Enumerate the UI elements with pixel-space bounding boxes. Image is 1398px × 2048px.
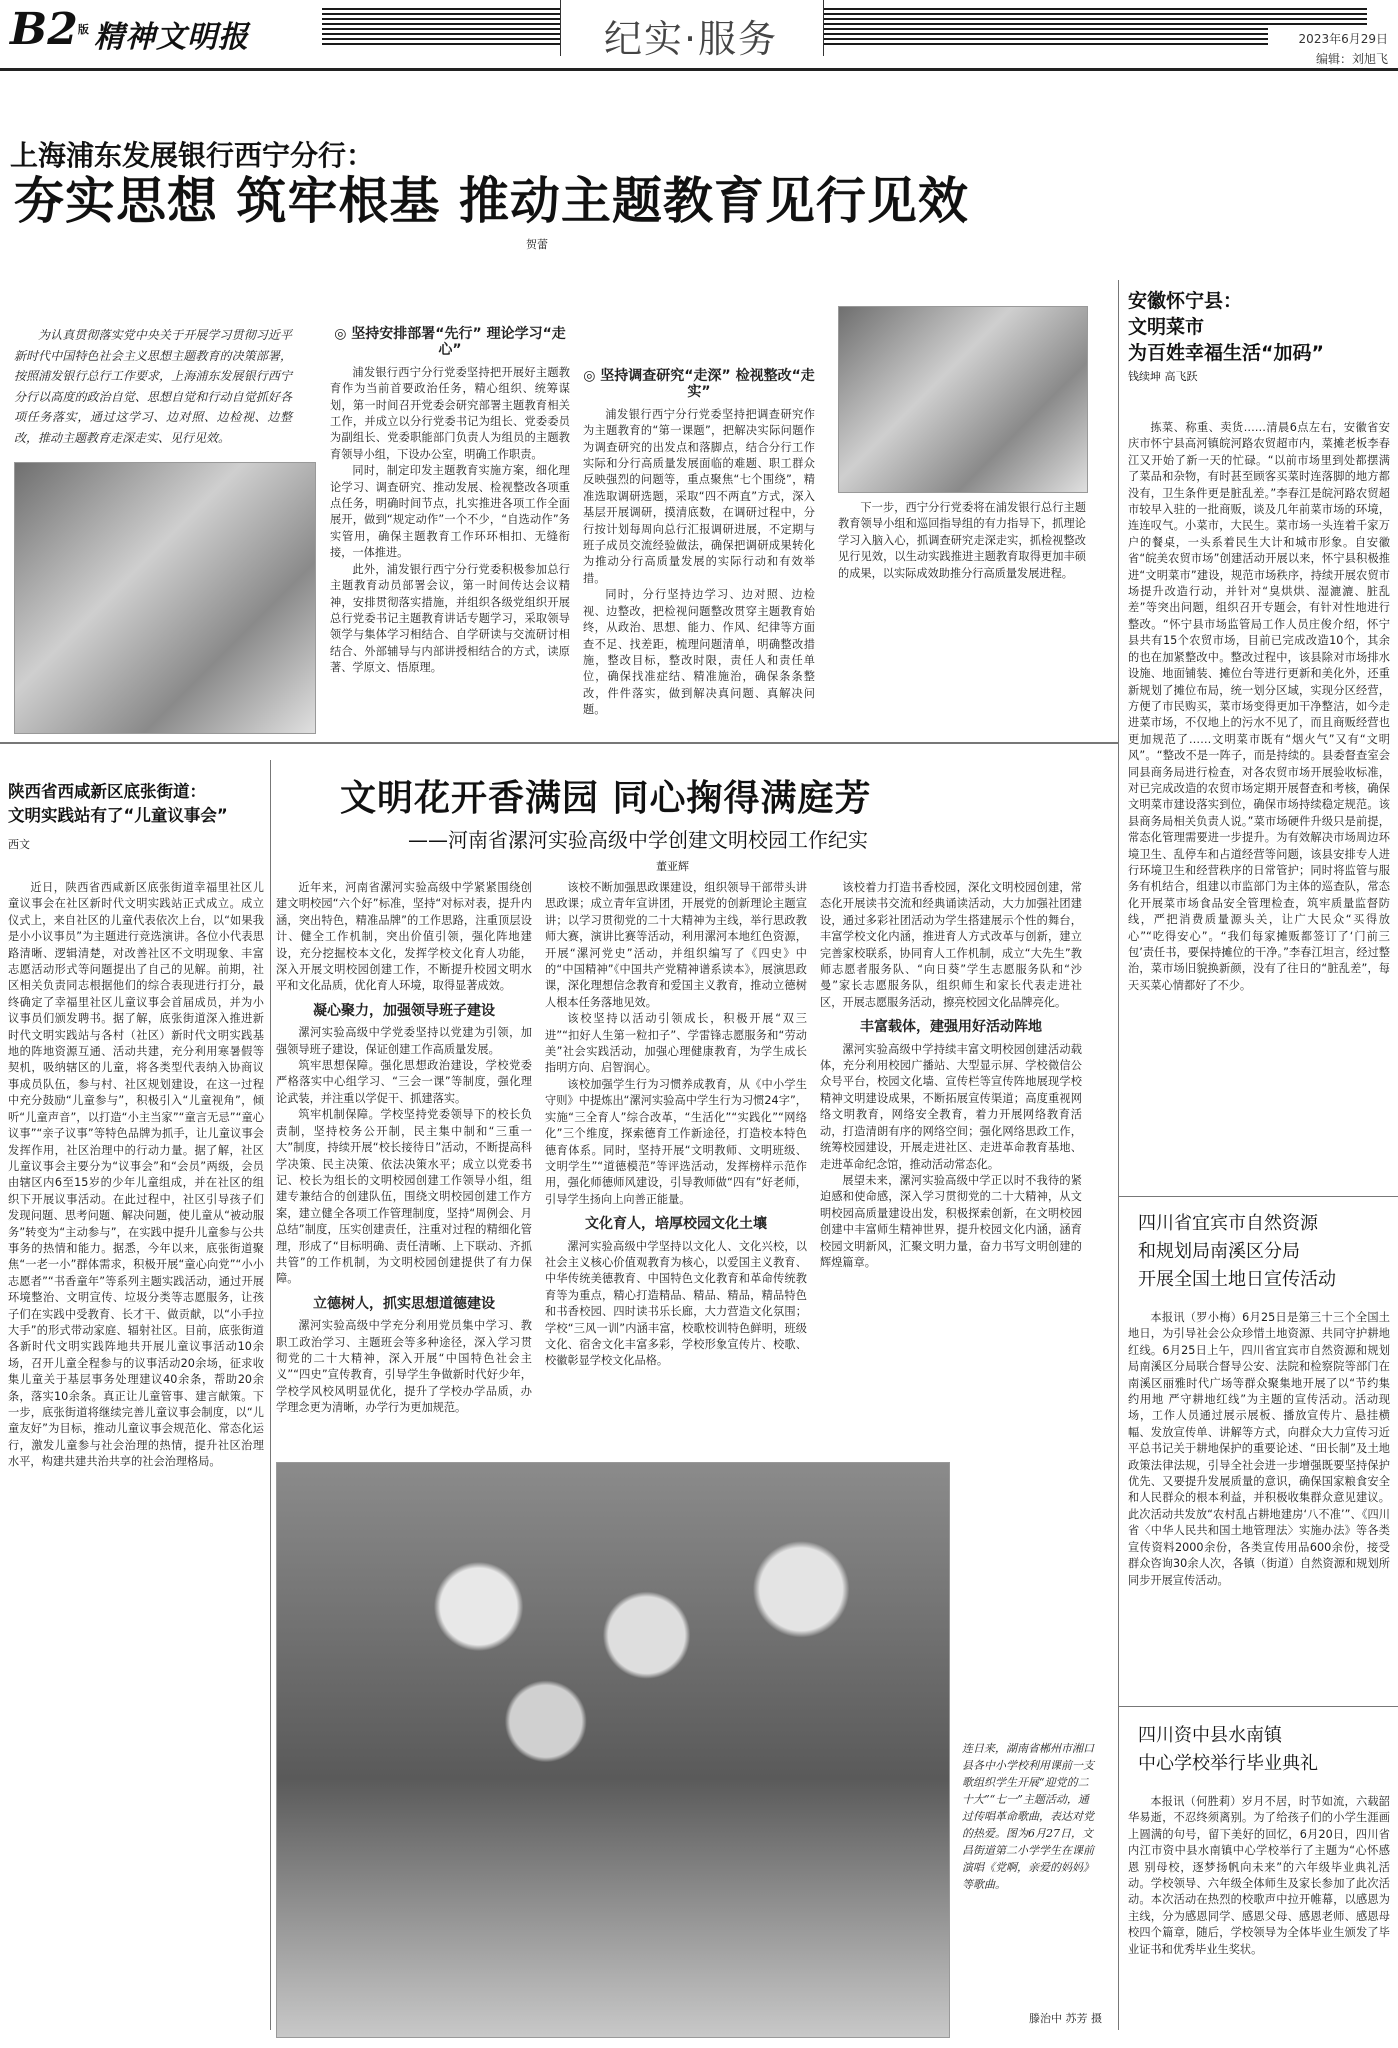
right2-text: 本报讯（罗小梅）6月25日是第三十三个全国土地日，为引导社会公众珍惜土地资源、共同守护耕地红线。6月25日上午，四川省宜宾市自然资源和规划局南溪区分局联合督导公安、法院和检察院等部门在南溪区丽雅时代广场等群众聚集地开展了以“节约集约用地 严守耕地红线”为主题的宣传活动。活动现场，工作人员通过展示展板、播放宣传片、悬挂横幅、发放宣传单、讲解等方式，向群众大力宣传习近平总书记关于耕地保护的重要论述、“田长制”及土地政策法律法规，引导全社会进一步增强既要坚持保护优先、又要提升发展质量的意识，确保国家粮食安全和人民群众的根本利益，并积极收集群众意见建议。此次活动共发放“农村乱占耕地建房‘八不准’”、《四川省〈中华人民共和国土地管理法〉实施办法》等各类宣传资料2000余份，各类宣传用品600余份，接受群众咨询30余人次，各镇（街道）自然资源和规划所同步开展宣传活动。 — [1128, 1311, 1390, 1587]
top-photo-outreach — [838, 306, 1088, 493]
right1-title-line1: 安徽怀宁县： — [1128, 290, 1243, 312]
center-col-3 — [820, 880, 1082, 1440]
left-title-line2: 文明实践站有了“儿童议事会” — [8, 806, 228, 825]
center-headline: 文明花开香满园 同心掬得满庭芳 — [340, 778, 872, 819]
top-bottom-rule — [0, 742, 1118, 744]
top-lead: 为认真贯彻落实党中央关于开展学习贯彻习近平新时代中国特色社会主义思想主题教育的决策部署，按照浦发银行总行工作要求，上海浦东发展银行西宁分行以高度的政治自觉、思想自觉和行动自觉抓好各项任务落实，通过这学习、边对照、边检视、边整改，推动主题教育走深走实、见行见效。 — [14, 328, 292, 445]
right3-body — [1128, 1794, 1390, 2040]
masthead: 精神文明报 — [94, 20, 249, 55]
center-p11: 漯河实验高级中学持续丰富文明校园创建活动载体，充分利用校园广播站、大型显示屏、学校微信公众号平台，校园文化墙、宣传栏等宣传阵地展现学校精神文明建设成果，不断拓展宣传渠道；高度重视网络文明教育，网络安全教育，着力开展网络教育活动，打造清朗有序的网络空间；强化网络思政工作，统筹校园建设，开展走进社区、走进革命教育基地、走进革命纪念馆，推动活动常态化。 — [820, 1042, 1082, 1171]
right1-title-line3: 为百姓幸福生活“加码” — [1128, 342, 1324, 364]
center-byline: 董亚辉 — [656, 860, 689, 873]
page-suffix: 版 — [77, 23, 89, 36]
right3-title — [1138, 1722, 1394, 1778]
top-subhead-2: ◎ 坚持调查研究“走深” 检视整改“走实” — [583, 368, 815, 401]
top-p4: 浦发银行西宁分行党委坚持把调查研究作为主题教育的“第一课题”，把解决实际问题作为调查研究的出发点和落脚点，结合分行工作实际和分行高质量发展面临的难题、职工群众反映强烈的问题等，重点聚焦“七个围绕”，精准选取调研选题，采取“四不两直”方式，深入基层开展调研，摸清底数，在调研过程中，分行按计划每周向总行汇报调研进展，不定期与班子成员交流经验做法，确保把调研成果转化为推动分行高质量发展的实际行动和有效举措。 — [583, 407, 815, 585]
page-number — [10, 6, 89, 54]
center-p7: 该校坚持以活动引领成长，积极开展“双三进”“扣好人生第一粒扣子”、学雷锋志愿服务和“劳动美”社会实践活动，加强心理健康教育，为学生成长指明方向、启智润心。 — [545, 1012, 807, 1075]
editor: 编辑：刘旭飞 — [1315, 52, 1388, 66]
top-p1: 浦发银行西宁分行党委坚持把开展好主题教育作为当前首要政治任务，精心组织、统筹谋划，第一时间召开党委会研究部署主题教育相关工作，并成立以分行党委书记为组长、党委委员为副组长、党委职能部门负责人为组员的主题教育领导小组，下设办公室，明确工作职责。 — [330, 365, 570, 461]
top-p3: 此外，浦发银行西宁分行党委积极参加总行主题教育动员部署会议，第一时间传达会议精神，安排贯彻落实措施，并组织各级党组织开展总行党委书记主题教育讲话专题学习，采取领导领学与集体学习相结合、自学研读与交流研讨相结合、外部辅导与内部讲授相结合的方式，读原著、学原文、悟原理。 — [330, 562, 570, 675]
right2-title-line1: 四川省宜宾市自然资源 — [1138, 1213, 1318, 1234]
photo-credit: 滕治中 苏芳 摄 — [1029, 2012, 1102, 2025]
header-rule — [0, 68, 1398, 71]
right2-rule — [1118, 1706, 1398, 1707]
students-sunflower-photo — [276, 1462, 950, 2038]
right1-title — [1128, 288, 1388, 366]
center-subhead-4: 丰富载体，建强用好活动阵地 — [860, 1019, 1042, 1036]
right-column-rule — [1118, 280, 1119, 2030]
right2-title — [1138, 1210, 1394, 1294]
top-p6: 下一步，西宁分行党委将在浦发银行总行主题教育领导小组和巡回指导组的有力指导下，抓理论学习入脑入心，抓调查研究走深走实，抓检视整改见行见效，以生动实践推进主题教育取得更加丰硕的成果，以实际成效助推分行高质量发展进程。 — [838, 501, 1086, 580]
top-byline: 贺蕾 — [526, 238, 548, 251]
center-p3: 筑牢思想保障。强化思想政治建设，学校党委严格落实中心组学习、“三会一课”等制度，强化理论武装，并注重以学促干、抓建落实。 — [276, 1059, 532, 1105]
center-subhead-3: 文化育人，培厚校园文化土壤 — [585, 1216, 767, 1233]
center-col-2 — [545, 880, 807, 1440]
left-text: 近日，陕西省西咸新区底张街道幸福里社区儿童议事会在社区新时代文明实践站正式成立。成立仪式上，来自社区的儿童代表依次上台，以“如果我是小小议事员”为主题进行竞选演讲。各位小代表思路清晰、逻辑清楚，对改善社区不文明现象、丰富志愿活动形式等问题提出了自己的见解。前期，社区相关负责同志根据他们的综合表现进行打分，最终确定了幸福里社区儿童议事会首届成员，并为小议事员们颁发聘书。据了解，底张街道深入推进新时代文明实践站与各村（社区）新时代文明实践基地的阵地资源互通、活动共建，充分利用寒暑假等契机，吸纳辖区的儿童，将各类型代表纳入协商议事成员队伍，参与村、社区规划建设，在这一过程中充分鼓励“儿童参与”，积极引入“儿童视角”，倾听“儿童声音”，以打造“小主当家”“童言无忌”“童心议事”“亲子议事”等特色品牌为抓手，让儿童议事会发挥作用，社区治理中的行动力量。据了解，社区儿童议事会主要分为“议事会”和“会员”两级，会员由辖区内6至15岁的少年儿童组成，并在社区的组织下开展议事活动。在此过程中，社区引导孩子们发现问题、思考问题、解决问题，使儿童从“被动服务”转变为“主动参与”，在实践中提升儿童参与公共事务的热情和能力。据悉，今年以来，底张街道聚焦“一老一小”群体需求，积极开展“童心向党”“小小志愿者”“书香童年”等系列主题实践活动，通过开展环境整治、文明宣传、垃圾分类等志愿服务，让孩子们在实践中受教育、长才干、做贡献，以“小手拉大手”的形式带动家庭、辐射社区。目前，底张街道各新时代文明实践阵地共开展儿童议事活动10余场，召开儿童全程参与的议事活动20余场，征求收集儿童关于基层事务处理建议40余条，帮助20余条，落实10余条。真正让儿童管事、建言献策。下一步，底张街道将继续完善儿童议事会制度，以“儿童友好”为目标，推动儿童议事会规范化、常态化运行，激发儿童参与社会治理的热情，提升社区治理水平，构建共建共治共享的社会治理格局。 — [8, 881, 264, 1469]
right1-title-line2: 文明菜市 — [1128, 316, 1205, 338]
section-title: 纪实·服务 — [603, 17, 779, 61]
top-p2: 同时，制定印发主题教育实施方案，细化理论学习、调查研究、推动发展、检视整改各项重点任务，明确时间节点，扎实推进各项工作全面展开，做到“规定动作”一个不少，“自选动作”务实管用，确保主题教育工作环环相扣、无缝衔接，一体推进。 — [330, 464, 570, 560]
section-band — [322, 8, 1367, 48]
left-column-rule — [270, 760, 271, 2030]
left-title — [8, 780, 258, 828]
center-col-1 — [276, 880, 532, 1440]
top-col-1 — [330, 318, 570, 702]
top-headline: 夯实思想 筑牢根基 推动主题教育见行见效 — [14, 172, 969, 230]
right1-rule — [1118, 1196, 1398, 1197]
center-p1: 近年来，河南省漯河实验高级中学紧紧围绕创建文明校园“六个好”标准，坚持“对标对表，提升内涵，突出特色，精准品牌”的工作思路，注重顶层设计、健全工作机制，突出价值引领，强化阵地建设，充分挖掘校本文化，发挥学校文化育人功能，深入开展文明校园创建工作，不断提升校园文明水平和文化品质，优化育人环境，取得显著成效。 — [276, 881, 532, 993]
right2-body — [1128, 1310, 1390, 1700]
top-col-3 — [838, 500, 1086, 700]
top-subhead-1: ◎ 坚持安排部署“先行” 理论学习“走心” — [334, 326, 566, 359]
center-p9: 漯河实验高级中学坚持以文化人、文化兴校，以社会主义核心价值观教育为核心，以爱国主义教育、中华传统美德教育、中国特色文化教育和革命传统教育等为重点，精心打造精品、精品、精品，精品特色和书香校园、四时读书乐长廊，大力营造文化氛围；学校“三风一训”内涵丰富，校歌校训特色鲜明，班级文化、宿舍文化丰富多彩，学校形象宣传片、校歌、校徽彰显学校文化品格。 — [545, 1239, 807, 1368]
photo-caption: 连日来，湖南省郴州市湘口县各中小学校利用课前一支歌组织学生开展“迎党的二十大”“七一”主题活动，通过传唱革命歌曲，表达对党的热爱。图为6月27日，文昌街道第二小学学生在课前演唱《党啊，亲爱的妈妈》等歌曲。 — [962, 1742, 1094, 1891]
right2-title-line2: 和规划局南溪区分局 — [1138, 1241, 1300, 1262]
left-byline: 西文 — [8, 838, 30, 851]
top-col-2 — [583, 318, 815, 717]
right1-text: 拣菜、称重、卖货……清晨6点左右，安徽省安庆市怀宁县高河镇皖河路农贸超市内，菜摊老板李春江又开始了新一天的忙碌。“以前市场里到处都摆满了菜品和杂物，有时甚至顾客买菜时连落脚的地方都没有，卫生条件更是脏乱差。”李春江是皖河路农贸超市较早入驻的一批商贩，谈及几年前菜市场的环境，连连叹气。小菜市，大民生。菜市场一头连着千家万户的餐桌，一头系着民生大计和城市形象。自安徽省“皖美农贸市场”创建活动开展以来，怀宁县积极推进“文明菜市”建设，规范市场秩序，持续开展农贸市场提升改造行动，并针对“臭烘烘、湿漉漉、脏乱差”等突出问题，组织召开专题会，有针对性地进行整改。“怀宁县市场监管局工作人员庄俊介绍，怀宁县共有15个农贸市场，目前已完成改造10个，其余的也在加紧整改中。整改过程中，该县除对市场排水设施、地面铺装、摊位台等进行更新和美化外，还重新规划了摊位布局，统一划分区域，实现分区经营，方便了市民购买，菜市场变得更加干净整洁，如今走进菜市场，不仅地上的污水不见了，而且商贩经营也更加规范了……文明菜市既有“烟火气”又有“文明风”。“整改不是一阵子，而是持续的。县委督查室会同县商务局进行检查，对各农贸市场开展验收标准，对已完成改造的农贸市场定期开展督查和考核，确保文明菜市建设落实到位，确保市场持续稳定规范。该县商务局相关负责人说。”菜市场硬件升级只是前提，常态化管理需要进一步提升。为有效解决市场周边环境卫生、乱停车和占道经营等问题，该县安排专人进行环境卫生和经营秩序的日常管护；同时将监管与服务有机结合，组建以市监部门为主体的巡查队，常态化开展菜市场食品安全管理检查，筑牢质量监督防线，严把消费质量源头关，让广大民众“买得放心”“吃得安心”。“我们每家摊贩都签订了‘门前三包’责任书，要保持摊位的干净。”李春江坦言，经过整治，菜市场旧貌换新颜，没有了往日的“脏乱差”，每天买菜心情都好了不少。 — [1128, 421, 1390, 992]
center-subhead-2: 立德树人，抓实思想道德建设 — [313, 1295, 495, 1312]
page-number-text: B2 — [10, 4, 78, 55]
top-p5: 同时，分行坚持边学习、边对照、边检视、边整改，把检视问题整改贯穿主题教育始终，从政治、思想、能力、作风、纪律等方面查不足、找差距，梳理问题清单，明确整改措施，整改目标，整改时限，责任人和责任单位，确保找准症结、精准施治，确保条条整改，件件落实，做到解决真问题、真解决问题。 — [583, 588, 815, 717]
right3-text: 本报讯（何胜莉）岁月不居，时节如流，六载韶华易逝，不忍终须离别。为了给孩子们的小学生涯画上圆满的句号，留下美好的回忆，6月20日，四川省内江市资中县水南镇中心学校举行了主题为“心怀感恩 别母校，逐梦扬帆向未来”的六年级毕业典礼活动。学校领导、六年级全体师生及家长参加了此次活动。本次活动在热烈的校歌声中拉开帷幕，以感恩为主线，分为感恩同学、感恩父母、感恩老师、感恩母校四个篇章，随后，学校领导为全体毕业生颁发了毕业证书和优秀毕业生奖状。 — [1128, 1795, 1390, 1956]
issue-date: 2023年6月29日 — [1298, 32, 1388, 46]
center-p2: 漯河实验高级中学党委坚持以党建为引领，加强领导班子建设，保证创建工作高质量发展。 — [276, 1026, 532, 1056]
center-p12: 展望未来，漯河实验高级中学正以时不我待的紧迫感和使命感，深入学习贯彻党的二十大精神，从文明校园高质量建设出发，积极探索创新，在文明校园创建中丰富师生精神世界，提升校园文化内涵，涵育校园文明新风，汇聚文明力量，奋力书写文明创建的辉煌篇章。 — [820, 1173, 1082, 1269]
center-p10: 该校着力打造书香校园，深化文明校园创建，常态化开展读书交流和经典诵读活动，大力加强社团建设，通过多彩社团活动为学生搭建展示个性的舞台，丰富学校文化内涵，推进育人方式改革与创新，建立完善家校联系，协同育人工作机制，成立“大先生”教师志愿者服务队、“向日葵”学生志愿服务队和“沙曼”家长志愿服务队，组织师生和家长代表走进社区，开展志愿服务活动，擦亮校园文化品牌亮化。 — [820, 881, 1082, 1009]
top-photo-meeting — [14, 462, 316, 734]
center-subhead-1: 凝心聚力，加强领导班子建设 — [313, 1002, 495, 1019]
center-p6: 该校不断加强思政课建设，组织领导干部带头讲思政课；成立青年宣讲团，开展党的创新理论主题宣讲；以学习贯彻党的二十大精神为主线，举行思政教师大赛，演讲比赛等活动，利用漯河本地红色资源，开展“漯河党史”活动，并组织编写了《四史》中的“中国精神”《中国共产党精神谱系读本》，展演思政课，深化理想信念教育和爱国主义教育，推动立德树人根本任务落地见效。 — [545, 881, 807, 1009]
left-title-line1: 陕西省西咸新区底张街道： — [8, 782, 206, 801]
right1-body — [1128, 420, 1390, 1192]
right3-title-line2: 中心学校举行毕业典礼 — [1138, 1753, 1318, 1774]
center-p4: 筑牢机制保障。学校坚持党委领导下的校长负责制，坚持校务公开制，民主集中制和“三重一大”制度，持续开展“校长接待日”活动，不断提高科学决策、民主决策、依法决策水平；成立以党委书记、校长为组长的文明校园创建工作领导小组，组建专兼结合的创建队伍，围绕文明校园创建工作方案，建立健全各项工作管理制度，坚持“周例会、月总结”制度，压实创建责任，注重对过程的精细化管理，形成了“目标明确、责任清晰、上下联动、齐抓共管”的工作机制，为文明校园创建提供了有力保障。 — [276, 1108, 532, 1286]
right3-title-line1: 四川资中县水南镇 — [1138, 1725, 1282, 1746]
center-subhead: ——河南省漯河实验高级中学创建文明校园工作纪实 — [408, 828, 868, 852]
left-body — [8, 880, 264, 2040]
right2-title-line3: 开展全国土地日宣传活动 — [1138, 1269, 1336, 1290]
center-p8: 该校加强学生行为习惯养成教育，从《中小学生守则》中提炼出“漯河实验高中学生行为习惯24字”，实施“三全育人”综合改革，“生活化”“实践化”“网络化”三个维度，探索德育工作新途径，打造校本特色德育体系。同时，坚持开展“文明教师、文明班级、文明学生”“道德模范”等评选活动，发挥榜样示范作用，强化师德师风建设，引导教师做“四有”好老师，引导学生扬向上向善正能量。 — [545, 1077, 807, 1206]
top-kicker: 上海浦东发展银行西宁分行： — [10, 139, 375, 172]
center-p5: 漯河实验高级中学充分利用党员集中学习、教职工政治学习、主题班会等多种途径，深入学习贯彻党的二十大精神，深入开展“中国特色社会主义”“四史”宣传教育，引导学生争做新时代好少年，学校学风校风明显优化，提升了学校办学品质，办学理念更为清晰，办学行为更加规范。 — [276, 1319, 532, 1415]
right1-byline: 钱续坤 高飞跃 — [1128, 370, 1198, 383]
